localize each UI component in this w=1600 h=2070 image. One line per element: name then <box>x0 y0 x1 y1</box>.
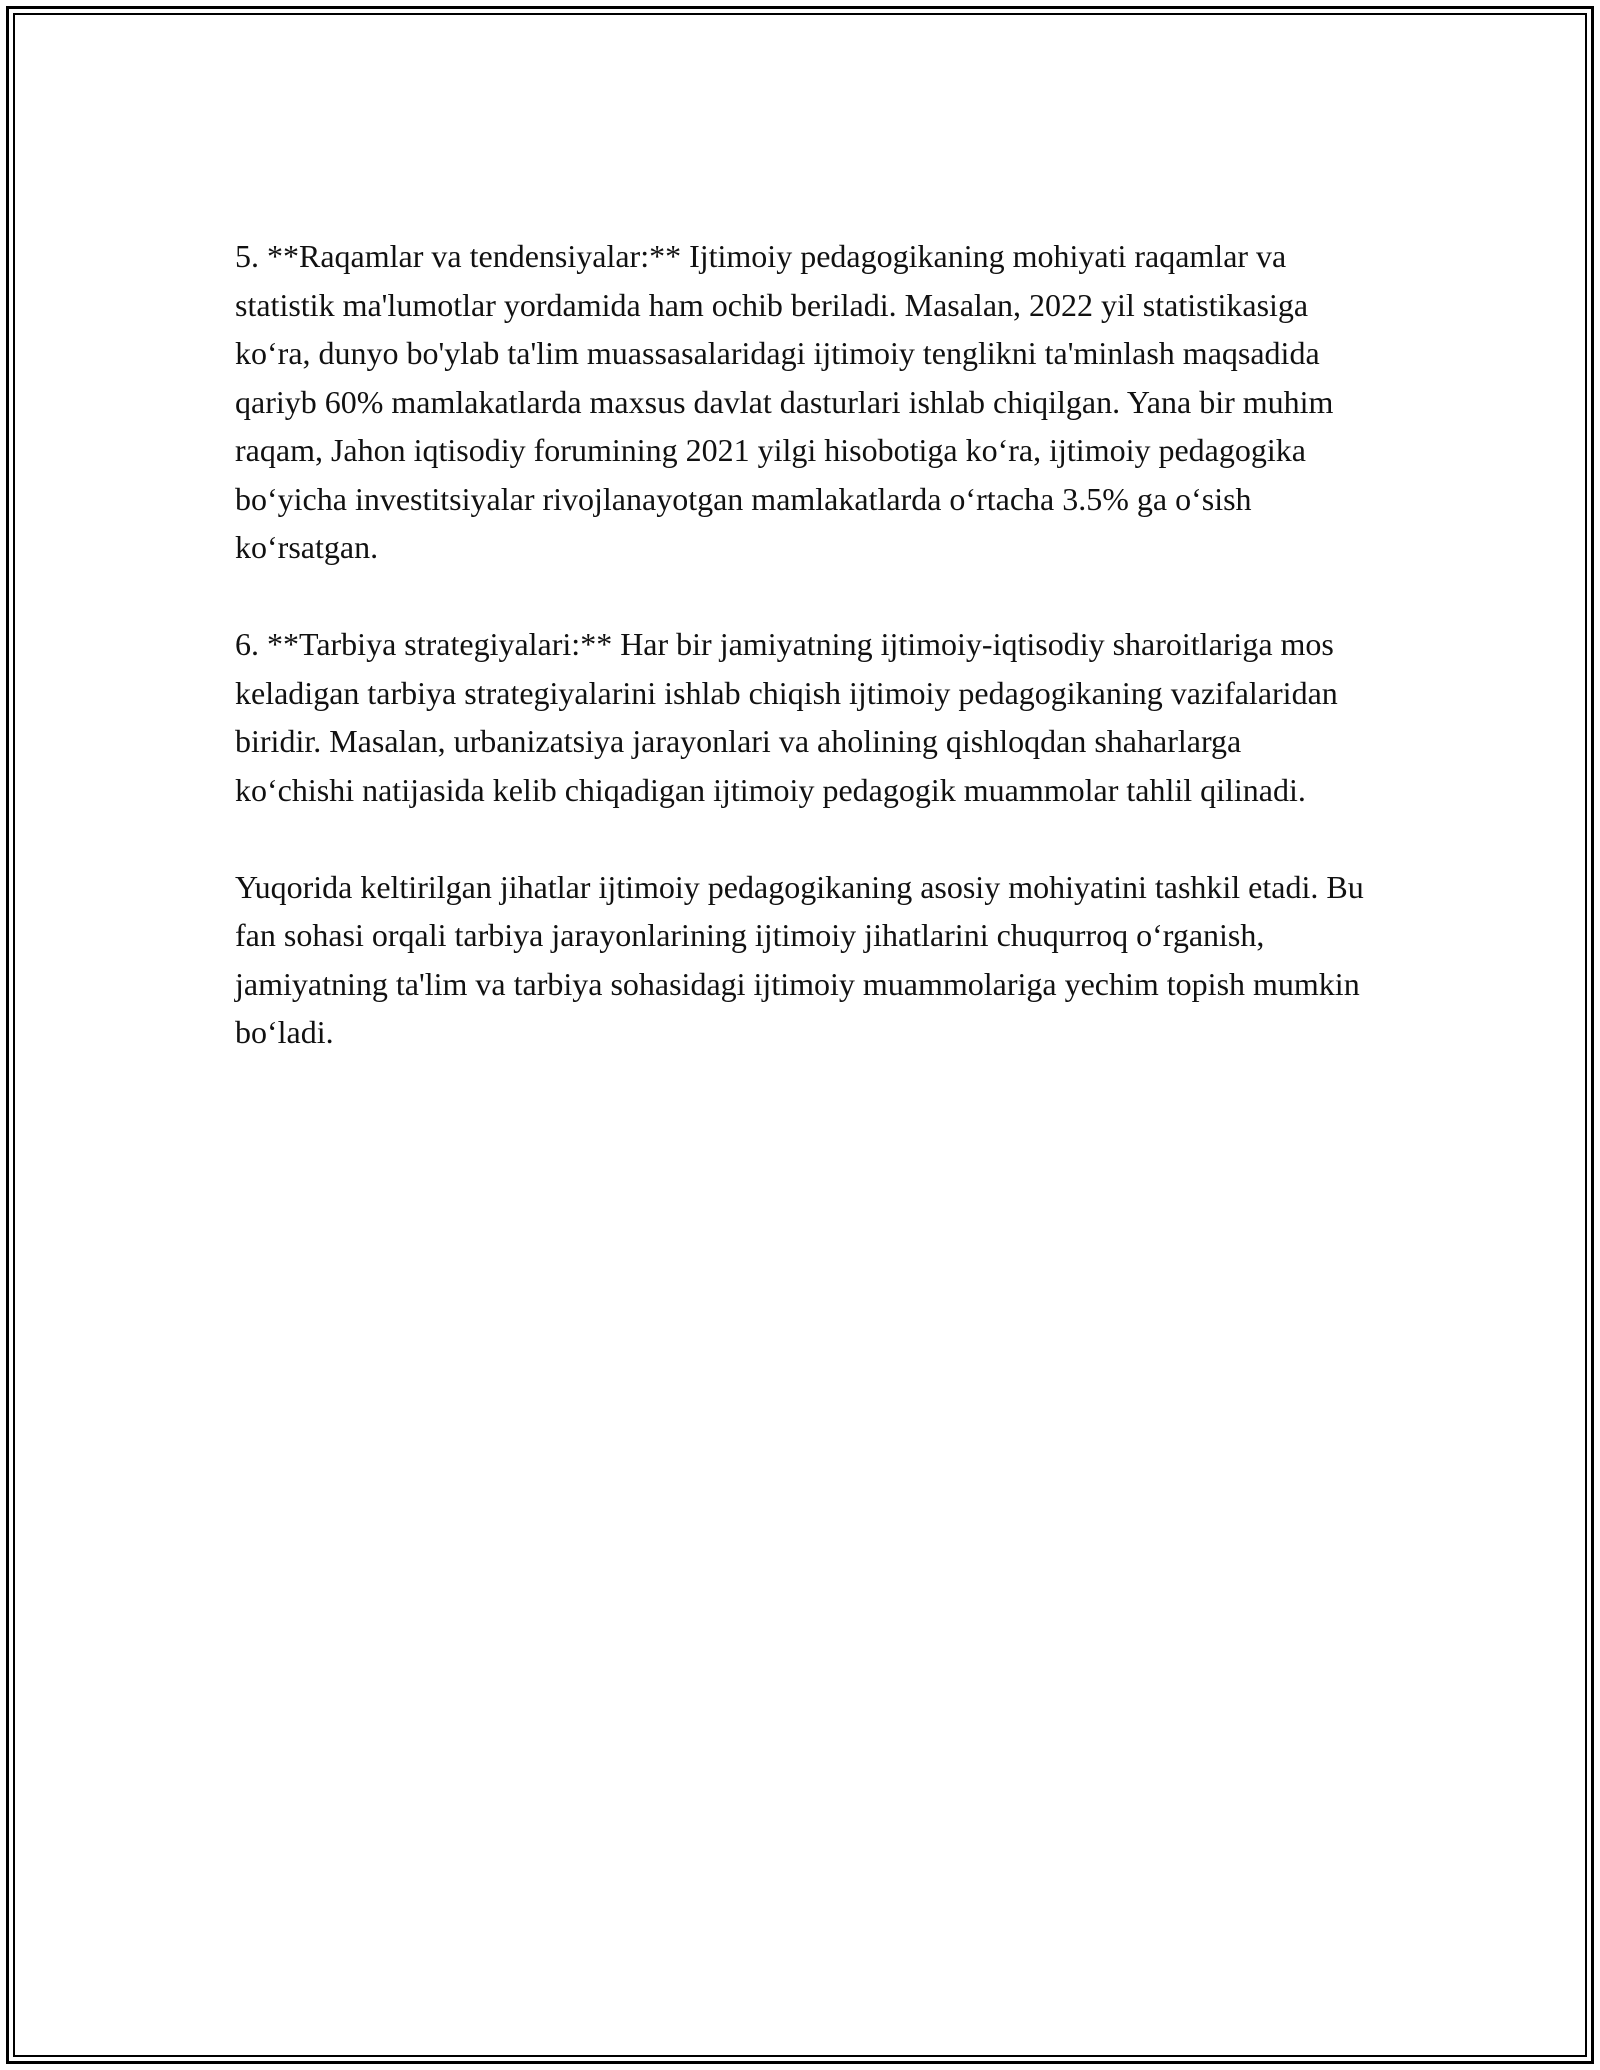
paragraph-raqamlar-va-tendensiyalar: 5. **Raqamlar va tendensiyalar:** Ijtimoiy pedagogikaning mohiyati raqamlar va statistik ma'lumotlar yordamida ham ochib beriladi. Masalan, 2022 yil statistikasiga ko‘ra, dunyo bo'ylab ta'lim muassasalaridagi ijtimoiy tenglikni ta'minlash maqsadida qariyb 60% mamlakatlarda maxsus davlat dasturlari ishlab chiqilgan. Yana bir muhim raqam, Jahon iqtisodiy forumining 2021 yilgi hisobotiga ko‘ra, ijtimoiy pedagogika bo‘yicha investitsiyalar rivojlanayotgan mamlakatlarda o‘rtacha 3.5% ga o‘sish ko‘rsatgan. <box>235 238 1334 565</box>
paragraph-tarbiya-strategiyalari: 6. **Tarbiya strategiyalari:** Har bir jamiyatning ijtimoiy-iqtisodiy sharoitlariga mos keladigan tarbiya strategiyalarini ishlab chiqish ijtimoiy pedagogikaning vazifalaridan biridir. Masalan, urbanizatsiya jarayonlari va aholining qishloqdan shaharlarga ko‘chishi natijasida kelib chiqadigan ijtimoiy pedagogik muammolar tahlil qilinadi. <box>235 626 1338 808</box>
paragraph-conclusion: Yuqorida keltirilgan jihatlar ijtimoiy pedagogikaning asosiy mohiyatini tashkil etadi. Bu fan sohasi orqali tarbiya jarayonlarining ijtimoiy jihatlarini chuqurroq o‘rganish, jamiyatning ta'lim va tarbiya sohasidagi ijtimoiy muammolariga yechim topish mumkin bo‘ladi. <box>235 868 1364 1050</box>
document-body <box>235 232 1365 1057</box>
